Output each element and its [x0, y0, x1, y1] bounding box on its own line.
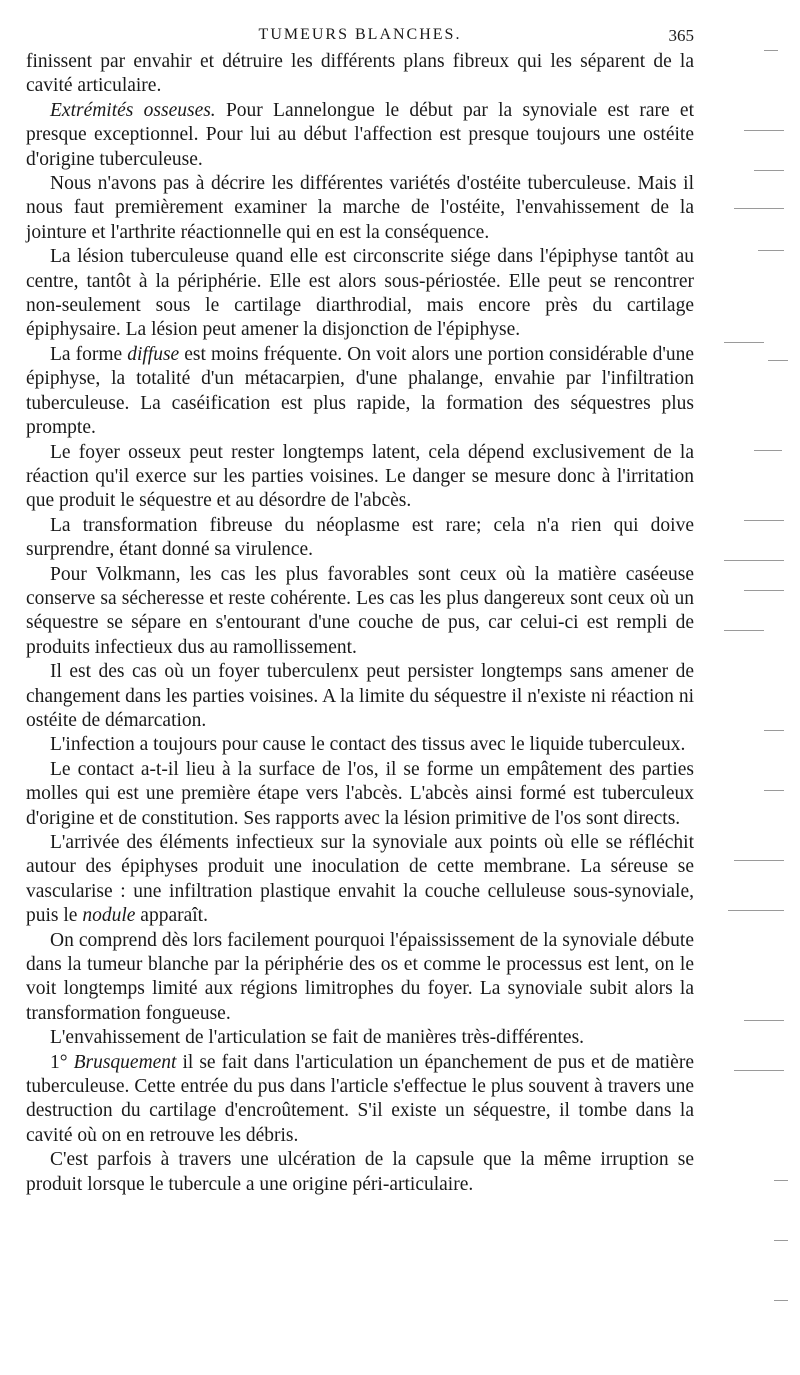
italic-term: Brusquement [73, 1051, 177, 1073]
body-text [26, 50, 694, 1197]
paragraph: 1° Brusquement il se fait dans l'articulation un épanchement de pus et de matière tuberculeuse. Cette entrée du pus dans l'article s'effectue le plus souvent à travers une destruction du cartilage d'encroûtement. S'il existe un séquestre, il tombe dans la cavité où on en retrouve les débris. [26, 1051, 694, 1146]
paragraph: L'envahissement de l'articulation se fait de manières très-différentes. [50, 1027, 585, 1049]
paragraph: Le foyer osseux peut rester longtemps latent, cela dépend exclusivement de la réaction qu'il exerce sur les parties voisines. Le danger se mesure donc à l'irritation que produit le séquestre et au désordre de l'abcès. [26, 441, 694, 512]
paragraph: finissent par envahir et détruire les différents plans fibreux qui les séparent de la cavité articulaire. [26, 51, 694, 97]
paragraph: Il est des cas où un foyer tuberculenx peut persister longtemps sans amener de changement dans les parties voisines. A la limite du séquestre il n'existe ni réaction ni ostéite de démarcation. [26, 661, 694, 731]
paragraph: Nous n'avons pas à décrire les différentes variétés d'ostéite tuberculeuse. Mais il nous faut premièrement examiner la marche de l'ostéite, l'envahissement de la jointure et l'arthrite réactionnelle qui en est la conséquence. [26, 173, 694, 243]
page-number: 365 [668, 26, 694, 45]
paragraph: La lésion tuberculeuse quand elle est circonscrite siége dans l'épiphyse tantôt au centre, tantôt à la périphérie. Elle est alors sous-périostée. Elle peut se rencontrer non-seulement sous le cartilage diarthrodial, mais encore près du cartilage épiphysaire. La lésion peut amener la disjonction de l'épiphyse. [26, 246, 694, 341]
italic-term: nodule [82, 905, 136, 927]
section-heading-italic: Extrémités osseuses. [50, 99, 216, 121]
paragraph: C'est parfois à travers une ulcération de la capsule que la même irruption se produit lorsque le tubercule a une origine péri-articulaire. [26, 1149, 694, 1195]
page-header [26, 22, 694, 50]
paragraph: La forme diffuse est moins fréquente. On voit alors une portion considérable d'une épiphyse, la totalité d'un métacarpien, d'une phalange, envahie par l'infiltration tuberculeuse. La caséification est plus rapide, la formation des séquestres plus prompte. [26, 343, 694, 439]
paragraph: Le contact a-t-il lieu à la surface de l'os, il se forme un empâtement des parties molles qui est une première étape vers l'abcès. L'abcès ainsi formé est tuberculeux d'origine et de constitution. Ses rapports avec la lésion primitive de l'os sont directs. [26, 758, 694, 829]
margin-show-through [724, 30, 794, 1350]
italic-term: diffuse [127, 343, 180, 365]
paragraph: L'arrivée des éléments infectieux sur la synoviale aux points où elle se réfléchit autour des épiphyses produit une inoculation de cette membrane. La séreuse se vascularise : une infiltration plastique envahit la couche celluleuse sous-synoviale, puis le nodule apparaît. [26, 832, 694, 927]
paragraph: La transformation fibreuse du néoplasme est rare; cela n'a rien qui doive surprendre, étant donné sa virulence. [26, 514, 694, 561]
paragraph: Pour Volkmann, les cas les plus favorables sont ceux où la matière caséeuse conserve sa sécheresse et reste cohérente. Les cas les plus dangereux sont ceux où un séquestre se sépare en s'entourant d'une couche de pus, car celui-ci est rempli de produits infectieux dus au ramollissement. [26, 563, 694, 658]
paragraph: Extrémités osseuses. Pour Lannelongue le début par la synoviale est rare et presque exceptionnel. Pour lui au début l'affection est presque toujours une ostéite d'origine tuberculeuse. [26, 99, 694, 170]
paragraph: L'infection a toujours pour cause le contact des tissus avec le liquide tuberculeux. [50, 734, 686, 756]
book-page [26, 22, 694, 1197]
running-title: TUMEURS BLANCHES. [258, 26, 462, 43]
paragraph: On comprend dès lors facilement pourquoi l'épaississement de la synoviale débute dans la tumeur blanche par la périphérie des os et comme le processus est lent, on le voit longtemps limité aux régions limitrophes du foyer. La synoviale subit alors la transformation fongueuse. [26, 929, 694, 1024]
